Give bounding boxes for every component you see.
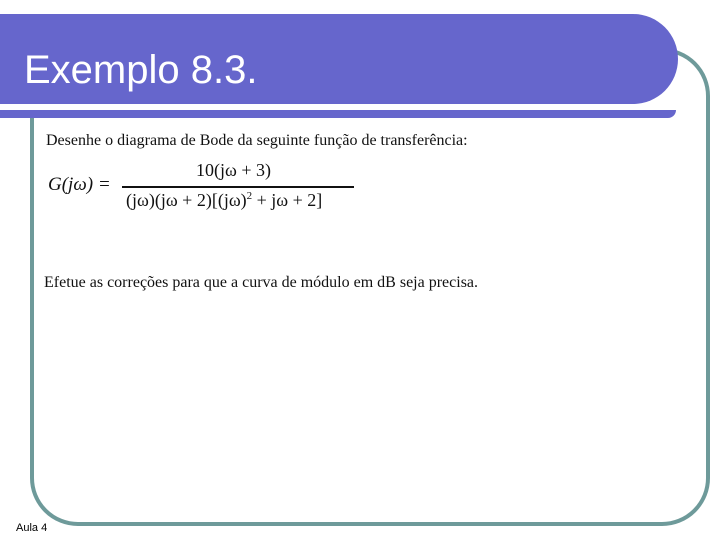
- equation-lhs: G(jω) =: [48, 174, 111, 195]
- denominator-part-1: (jω)(jω + 2)[(jω): [126, 190, 247, 210]
- problem-image: [42, 124, 562, 314]
- equation-numerator: 10(jω + 3): [196, 160, 271, 180]
- title-bar: [0, 14, 678, 104]
- denominator-part-2: + jω + 2]: [252, 190, 323, 210]
- title-underbar: [0, 110, 676, 118]
- equation-denominator: [126, 190, 322, 211]
- fraction-bar: [122, 186, 354, 188]
- denominator-exponent: 2: [246, 190, 253, 202]
- problem-instruction: Desenhe o diagrama de Bode da seguinte função de transferência:: [46, 132, 468, 149]
- slide-title: Exemplo 8.3.: [24, 48, 258, 92]
- correction-note: Efetue as correções para que a curva de módulo em dB seja precisa.: [44, 274, 479, 291]
- transfer-function-equation: [46, 160, 466, 220]
- footer-label: Aula 4: [16, 522, 48, 534]
